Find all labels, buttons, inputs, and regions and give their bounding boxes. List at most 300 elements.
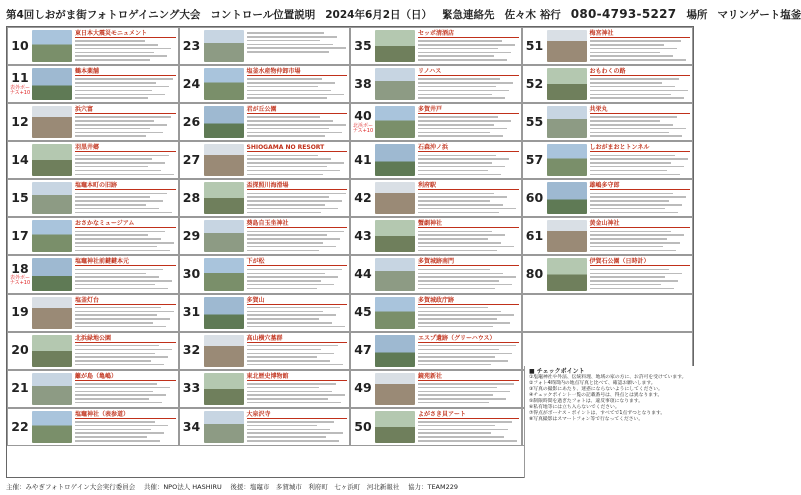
control-number-text: 14 — [11, 152, 29, 168]
control-title: 下が松 — [247, 258, 348, 266]
text-line — [75, 364, 164, 366]
text-line — [590, 242, 680, 244]
control-cell — [522, 65, 694, 103]
text-line — [75, 242, 174, 244]
control-cell — [350, 141, 522, 179]
text-line — [247, 242, 323, 244]
text-line — [247, 234, 327, 236]
text-line — [418, 193, 494, 195]
control-description — [417, 333, 521, 369]
control-cell — [350, 179, 522, 217]
text-line — [590, 59, 686, 61]
text-line — [418, 55, 494, 57]
text-line — [418, 440, 517, 442]
text-line — [590, 94, 671, 96]
control-title: しおがまおとトンネル — [590, 144, 691, 152]
text-line — [75, 40, 145, 42]
control-description — [589, 218, 693, 254]
text-line — [75, 432, 164, 434]
text-line — [247, 193, 346, 195]
control-title: 伊賀石公園（日時計） — [590, 258, 691, 266]
text-line — [75, 307, 161, 309]
control-cell — [179, 408, 351, 446]
control-photo — [204, 335, 244, 367]
text-line — [75, 196, 150, 198]
text-line — [247, 250, 319, 252]
control-number — [180, 295, 204, 331]
description-text-lines — [247, 193, 348, 213]
text-line — [247, 273, 325, 275]
control-description — [417, 218, 521, 254]
control-cell — [350, 255, 522, 293]
description-text-lines — [418, 155, 519, 175]
checkpoint-line: ②フォト4時間内の地点写真と比べて、確認お願いします。 — [529, 381, 656, 386]
checkpoint-line: ⑧写真撮影はスマートフォン等で行なってください。 — [529, 417, 644, 422]
text-line — [75, 288, 168, 290]
text-line — [75, 132, 163, 134]
control-description — [246, 104, 350, 140]
text-line — [247, 90, 331, 92]
control-number-text: 15 — [11, 190, 29, 206]
text-line — [247, 166, 327, 168]
control-title: よがさき貝アート — [418, 411, 519, 419]
text-line — [247, 44, 333, 46]
control-title: 多賀山 — [247, 297, 348, 305]
text-line — [247, 269, 342, 271]
control-number — [180, 104, 204, 140]
text-line — [75, 318, 170, 320]
text-line — [75, 231, 165, 233]
control-photo — [547, 68, 587, 100]
text-line — [247, 94, 344, 96]
text-line — [590, 212, 678, 214]
text-line — [418, 120, 511, 122]
control-title: SHIOGAMA NO RESORT — [247, 144, 348, 152]
control-description — [417, 142, 521, 178]
control-description — [246, 256, 350, 292]
text-line — [75, 193, 167, 195]
control-photo — [204, 106, 244, 138]
control-title: 籬が島（亀嶋） — [75, 373, 176, 381]
text-line — [590, 238, 667, 240]
control-number-text: 18 — [11, 260, 29, 276]
footer — [6, 482, 694, 491]
venue-name: マリンゲート塩釜 — [717, 8, 801, 21]
control-photo — [204, 297, 244, 329]
control-title: 利府駅 — [418, 182, 519, 190]
description-text-lines — [75, 345, 176, 365]
text-line — [247, 356, 317, 358]
control-number — [180, 371, 204, 407]
text-line — [247, 196, 329, 198]
description-text-lines — [75, 383, 176, 403]
control-number-text: 57 — [525, 152, 544, 168]
control-number — [8, 333, 32, 369]
control-number-text: 30 — [182, 266, 201, 282]
text-line — [75, 166, 148, 168]
text-line — [75, 353, 155, 355]
text-line — [590, 48, 677, 50]
control-number-text: 22 — [11, 418, 29, 434]
text-line — [75, 238, 161, 240]
control-photo — [204, 30, 244, 62]
text-line — [247, 155, 318, 157]
text-line — [247, 425, 317, 427]
control-description — [589, 142, 693, 178]
control-cell — [179, 294, 351, 332]
text-line — [75, 48, 171, 50]
text-line — [247, 40, 320, 42]
text-line — [75, 86, 169, 88]
text-line — [247, 158, 331, 160]
text-line — [418, 288, 495, 290]
text-line — [247, 436, 326, 438]
text-line — [75, 52, 154, 54]
control-number — [351, 142, 375, 178]
text-line — [418, 429, 508, 431]
text-line — [247, 432, 343, 434]
control-photo — [375, 68, 415, 100]
control-photo — [375, 144, 415, 176]
control-description — [589, 28, 693, 64]
text-line — [247, 360, 330, 362]
text-line — [590, 135, 682, 137]
control-number — [351, 333, 375, 369]
text-line — [418, 421, 512, 423]
control-number — [523, 104, 547, 140]
control-title: 塩竈神社（表参道） — [75, 411, 176, 419]
text-line — [590, 234, 684, 236]
control-description — [74, 409, 178, 445]
control-photo — [204, 68, 244, 100]
control-number — [8, 371, 32, 407]
control-number — [351, 66, 375, 102]
text-line — [75, 391, 153, 393]
text-line — [247, 288, 317, 290]
text-line — [418, 166, 505, 168]
control-description — [74, 371, 178, 407]
text-line — [418, 116, 498, 118]
control-cell — [179, 255, 351, 293]
control-number-text: 26 — [182, 113, 201, 129]
control-cell — [350, 65, 522, 103]
control-cell — [7, 408, 179, 446]
control-number-text: 61 — [525, 228, 544, 244]
control-cell — [350, 217, 522, 255]
control-cell — [350, 408, 522, 446]
text-line — [418, 238, 488, 240]
control-cell — [522, 179, 694, 217]
control-photo — [204, 411, 244, 443]
control-description — [74, 218, 178, 254]
control-cell — [7, 179, 179, 217]
text-line — [418, 170, 488, 172]
control-number — [180, 409, 204, 445]
control-number-text: 24 — [182, 75, 201, 91]
control-description — [74, 104, 178, 140]
control-photo — [32, 144, 72, 176]
control-number — [351, 409, 375, 445]
text-line — [247, 246, 336, 248]
control-photo — [32, 30, 72, 62]
control-number-text: 51 — [525, 37, 544, 53]
control-cell — [179, 179, 351, 217]
text-line — [590, 52, 660, 54]
text-line — [75, 276, 159, 278]
control-description — [246, 218, 350, 254]
control-number — [180, 66, 204, 102]
control-number — [523, 66, 547, 102]
text-line — [418, 398, 506, 400]
description-text-lines — [247, 155, 348, 175]
control-title: 高山横穴墓群 — [247, 335, 348, 343]
control-number-text: 42 — [354, 190, 372, 206]
control-cell — [522, 103, 694, 141]
text-line — [418, 402, 489, 404]
text-line — [75, 55, 167, 57]
description-text-lines — [590, 269, 691, 289]
text-line — [590, 196, 686, 198]
control-title: 東北歴史博物館 — [247, 373, 348, 381]
event-date: 2024年6月2日（日） — [325, 8, 433, 21]
control-number — [8, 180, 32, 216]
control-description — [417, 180, 521, 216]
description-text-lines — [590, 78, 691, 98]
control-cell — [7, 332, 179, 370]
text-line — [247, 78, 322, 80]
control-cell — [522, 141, 694, 179]
description-text-lines — [75, 78, 176, 98]
text-line — [247, 86, 318, 88]
control-cell — [179, 370, 351, 408]
control-title: 葵島自玉坐神社 — [247, 220, 348, 228]
control-photo — [375, 258, 415, 290]
text-line — [590, 284, 661, 286]
control-cell — [522, 255, 694, 293]
text-line — [590, 166, 684, 168]
text-line — [418, 94, 492, 96]
text-line — [75, 212, 172, 214]
control-photo — [32, 373, 72, 405]
control-cell — [350, 103, 522, 141]
control-photo — [547, 182, 587, 214]
text-line — [247, 391, 332, 393]
control-photo — [375, 220, 415, 252]
control-number — [351, 295, 375, 331]
text-line — [418, 200, 490, 202]
control-photo — [32, 106, 72, 138]
control-number — [351, 28, 375, 64]
description-text-lines — [75, 307, 176, 327]
text-line — [590, 116, 677, 118]
control-number-text: 19 — [11, 304, 29, 320]
text-line — [75, 284, 155, 286]
text-line — [247, 200, 342, 202]
control-description — [417, 104, 521, 140]
control-photo — [375, 335, 415, 367]
control-number-text: 21 — [11, 380, 29, 396]
control-number-text: 45 — [354, 304, 372, 320]
text-line — [247, 135, 325, 137]
control-number — [180, 180, 204, 216]
control-description — [246, 409, 350, 445]
text-line — [418, 174, 501, 176]
control-number — [180, 142, 204, 178]
control-number — [523, 180, 547, 216]
control-photo — [375, 182, 415, 214]
control-description — [417, 409, 521, 445]
control-number — [351, 371, 375, 407]
checkpoint-line: ①塩竈神社や外法、伝統料理、地域の家の方に、お許可を受けています。 — [529, 375, 687, 380]
text-line — [75, 326, 166, 328]
control-number — [8, 28, 32, 64]
control-number — [351, 180, 375, 216]
description-text-lines — [418, 307, 519, 327]
text-line — [247, 383, 336, 385]
control-description — [417, 295, 521, 331]
control-description — [74, 66, 178, 102]
text-line — [75, 349, 172, 351]
control-cell — [179, 332, 351, 370]
control-title: 雄嶋多守郎 — [590, 182, 691, 190]
control-description — [417, 66, 521, 102]
control-description — [74, 295, 178, 331]
control-number-text: 29 — [182, 228, 201, 244]
text-line — [418, 425, 495, 427]
control-title: 黄金山神社 — [590, 220, 691, 228]
text-line — [590, 250, 676, 252]
control-number-text: 47 — [354, 342, 372, 358]
text-line — [247, 36, 337, 38]
control-number-text: 35 — [354, 37, 372, 53]
control-photo — [547, 220, 587, 252]
text-line — [75, 44, 158, 46]
control-photo — [375, 297, 415, 329]
control-description — [246, 180, 350, 216]
text-line — [75, 394, 166, 396]
description-text-lines — [75, 269, 176, 289]
bonus-label: 表外ボーナス+10 — [9, 275, 31, 287]
description-text-lines — [247, 269, 348, 289]
control-cell — [7, 141, 179, 179]
text-line — [590, 288, 674, 290]
control-number — [523, 256, 547, 292]
text-line — [75, 383, 157, 385]
text-line — [247, 394, 345, 396]
control-number-text: 10 — [11, 37, 29, 53]
bonus-label: 表外ボーナス+10 — [9, 84, 31, 96]
text-line — [247, 318, 319, 320]
control-title: セッポ清酒店 — [418, 30, 519, 38]
text-line — [75, 59, 150, 61]
control-description — [417, 256, 521, 292]
checkpoint-title: ■ チェックポイント — [529, 368, 585, 375]
text-line — [418, 436, 504, 438]
text-line — [75, 94, 165, 96]
control-number-text: 28 — [182, 190, 201, 206]
checkpoint-line: ⑥私有地等には立ち入らないでください。 — [529, 405, 620, 410]
control-number — [8, 142, 32, 178]
checkpoint-line: ③写真の撮影にあたり、迷惑にならないようにしてください。 — [529, 387, 663, 392]
text-line — [247, 51, 329, 53]
control-title: 塩釜灯台 — [75, 297, 176, 305]
description-text-lines — [75, 193, 176, 213]
control-photo — [547, 106, 587, 138]
text-line — [75, 402, 162, 404]
description-text-lines — [247, 231, 348, 251]
description-text-lines — [418, 116, 519, 136]
text-line — [590, 276, 665, 278]
control-description — [74, 333, 178, 369]
description-text-lines — [75, 116, 176, 136]
control-title: 羽黒井郷 — [75, 144, 176, 152]
text-line — [247, 322, 332, 324]
control-title: 塩竈神社前鍵鍵本元 — [75, 258, 176, 266]
text-line — [418, 155, 496, 157]
text-line — [247, 314, 336, 316]
text-line — [418, 356, 495, 358]
description-text-lines — [418, 40, 519, 60]
control-number — [8, 295, 32, 331]
control-number-text: 20 — [11, 342, 29, 358]
text-line — [418, 40, 502, 42]
text-line — [418, 231, 492, 233]
description-text-lines — [590, 231, 691, 251]
text-line — [590, 269, 669, 271]
text-line — [590, 174, 680, 176]
text-line — [247, 124, 346, 126]
contact-name: 佐々木 裕行 — [504, 8, 561, 21]
text-line — [247, 307, 340, 309]
control-number-text: 11 — [11, 70, 29, 86]
text-line — [418, 196, 507, 198]
text-line — [590, 82, 662, 84]
text-line — [75, 82, 156, 84]
description-text-lines — [418, 78, 519, 98]
text-line — [590, 128, 686, 130]
contact-tel[interactable]: 080-4793-5227 — [570, 7, 677, 21]
control-number-text: 52 — [525, 75, 544, 91]
control-cell — [350, 370, 522, 408]
control-number — [351, 104, 375, 140]
description-text-lines — [418, 345, 519, 365]
description-text-lines — [75, 40, 176, 60]
text-line — [247, 170, 340, 172]
text-line — [418, 349, 499, 351]
text-line — [590, 231, 671, 233]
control-description — [246, 295, 350, 331]
control-photo — [547, 144, 587, 176]
control-title: 塩釜水産物仲卸市場 — [247, 68, 348, 76]
text-line — [247, 132, 342, 134]
text-line — [75, 174, 174, 176]
text-line — [418, 394, 493, 396]
control-photo — [375, 373, 415, 405]
text-line — [590, 170, 667, 172]
description-text-lines — [418, 421, 519, 441]
text-line — [75, 208, 159, 210]
control-description — [589, 66, 693, 102]
text-line — [418, 82, 513, 84]
control-number-text: 50 — [354, 418, 372, 434]
control-cell — [350, 332, 522, 370]
control-title: おさかなミュージアム — [75, 220, 176, 228]
control-cell — [7, 65, 179, 103]
control-title: 北浜緑地公園 — [75, 335, 176, 343]
checkpoint-line: ⑦得点がボーナス・ポイントは、すべてで1点ずつとなります。 — [529, 411, 666, 416]
control-description — [246, 333, 350, 369]
control-title: 石森沖ノ浜 — [418, 144, 519, 152]
